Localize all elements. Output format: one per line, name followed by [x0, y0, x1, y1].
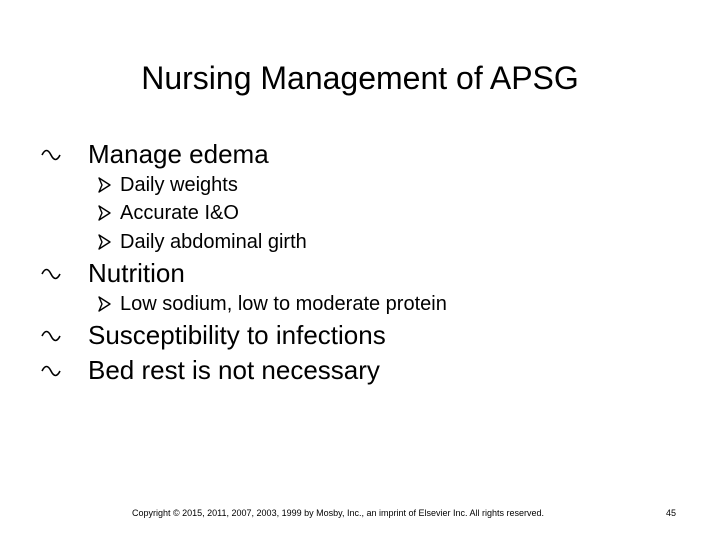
wave-bullet-icon — [40, 144, 88, 164]
arrowhead-bullet-icon — [98, 296, 120, 312]
sub-bullet-label: Daily weights — [120, 174, 238, 196]
wave-bullet-icon — [40, 325, 88, 345]
wave-bullet-icon — [40, 360, 88, 380]
bullet-manage-edema — [40, 137, 269, 171]
footer-copyright: Copyright © 2015, 2011, 2007, 2003, 1999 by Mosby, Inc., an imprint of Elsevier Inc. All rights reserved. — [132, 508, 545, 518]
arrowhead-bullet-icon — [98, 205, 120, 221]
slide-title: Nursing Management of APSG — [141, 60, 579, 96]
bullet-label: Nutrition — [88, 258, 185, 288]
bullet-label: Susceptibility to infections — [88, 320, 386, 350]
bullet-bed-rest — [40, 353, 380, 387]
sub-bullet-label: Low sodium, low to moderate protein — [120, 293, 447, 315]
wave-bullet-icon — [40, 263, 88, 283]
bullet-susceptibility — [40, 318, 386, 352]
sub-bullet-label: Accurate I&O — [120, 202, 239, 224]
bullet-label: Manage edema — [88, 139, 269, 169]
bullet-label: Bed rest is not necessary — [88, 355, 380, 385]
sub-bullet-label: Daily abdominal girth — [120, 231, 307, 253]
sub-bullet-abdominal-girth — [98, 229, 307, 255]
arrowhead-bullet-icon — [98, 177, 120, 193]
sub-bullet-low-sodium — [98, 291, 447, 317]
arrowhead-bullet-icon — [98, 234, 120, 250]
bullet-nutrition — [40, 256, 185, 290]
sub-bullet-daily-weights — [98, 172, 238, 198]
sub-bullet-accurate-io — [98, 200, 239, 226]
page-number: 45 — [666, 508, 677, 518]
